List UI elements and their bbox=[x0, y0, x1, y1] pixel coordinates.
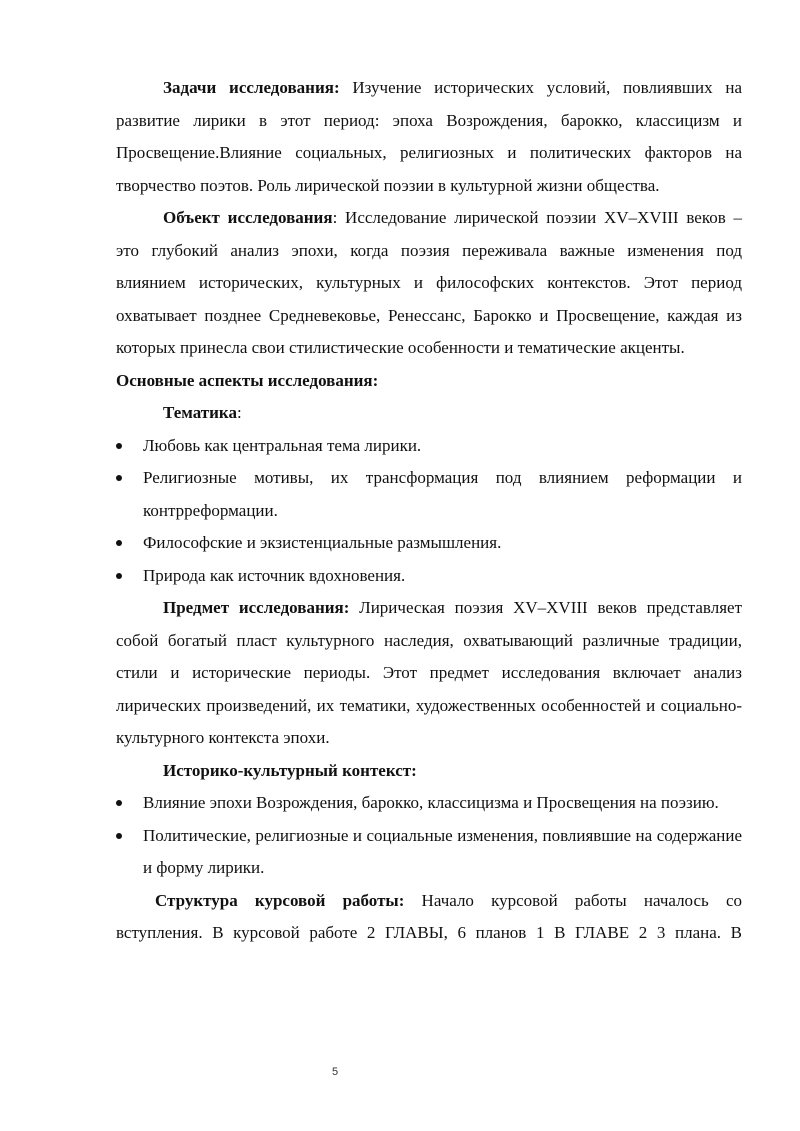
list-item bbox=[116, 820, 742, 885]
list-item-text: Религиозные мотивы, их трансформация под влиянием реформации и контрреформации. bbox=[143, 468, 742, 520]
bullet-icon bbox=[116, 443, 122, 449]
page-number: 5 bbox=[331, 1066, 339, 1078]
bullet-icon bbox=[116, 573, 122, 579]
bullet-icon bbox=[116, 800, 122, 806]
structure-label: Структура курсовой работы: bbox=[155, 890, 405, 910]
list-item bbox=[116, 527, 742, 560]
list-item-text: Политические, религиозные и социальные изменения, повлиявшие на содержание и форму лирики. bbox=[143, 825, 742, 877]
context-label: Историко-культурный контекст: bbox=[163, 760, 417, 780]
page-body bbox=[116, 72, 742, 950]
themes-colon: : bbox=[236, 403, 242, 422]
list-item bbox=[116, 787, 742, 820]
list-item bbox=[116, 430, 742, 463]
structure-paragraph bbox=[116, 885, 742, 950]
themes-label: Тематика bbox=[163, 403, 237, 422]
list-item-text: Любовь как центральная тема лирики. bbox=[143, 435, 422, 455]
object-paragraph bbox=[116, 202, 742, 365]
list-item-text: Природа как источник вдохновения. bbox=[143, 565, 406, 585]
list-item-text: Влияние эпохи Возрождения, барокко, классицизма и Просвещения на поэзию. bbox=[143, 793, 719, 812]
context-list bbox=[116, 787, 742, 885]
tasks-text: Изучение исторических условий, повлиявших на развитие лирики в этот период: эпоха Возрождения, барокко, классицизм и Просвещение.Влияние социальных, религиозных и политических факторов на творчество поэтов. Роль лирической поэзии в культурной жизни общества. bbox=[116, 78, 743, 195]
list-item bbox=[116, 462, 742, 527]
tasks-paragraph bbox=[116, 72, 742, 202]
context-heading bbox=[116, 755, 742, 788]
subject-paragraph bbox=[116, 592, 742, 755]
object-text: : Исследование лирической поэзии XV–XVIII веков – это глубокий анализ эпохи, когда поэзия переживала важные изменения под влиянием исторических, культурных и философских контекстов. Этот период охватывает позднее Средневековье, Ренессанс, Барокко и Просвещение, каждая из которых принесла свои стилистические особенности и тематические акценты. bbox=[116, 208, 742, 357]
list-item-text: Философские и экзистенциальные размышления. bbox=[143, 533, 502, 552]
subject-label: Предмет исследования: bbox=[163, 598, 350, 617]
themes-list bbox=[116, 430, 742, 593]
bullet-icon bbox=[116, 833, 122, 839]
themes-heading bbox=[116, 397, 742, 430]
aspects-heading: Основные аспекты исследования: bbox=[116, 370, 379, 390]
subject-text: Лирическая поэзия XV–XVIII веков представляет собой богатый пласт культурного наследия, охватывающий различные традиции, стили и исторические периоды. Этот предмет исследования включает анализ лирических произведений, их тематики, художественных особенностей и социально-культурного контекста эпохи. bbox=[116, 598, 742, 747]
tasks-label: Задачи исследования: bbox=[163, 78, 340, 97]
object-label: Объект исследования bbox=[163, 208, 333, 227]
list-item bbox=[116, 560, 742, 593]
structure-text: Начало курсовой работы началось со вступления. В курсовой работе 2 ГЛАВЫ, 6 планов 1 В ГЛАВЕ 2 3 плана. В bbox=[116, 890, 743, 942]
bullet-icon bbox=[116, 540, 122, 546]
bullet-icon bbox=[116, 475, 122, 481]
